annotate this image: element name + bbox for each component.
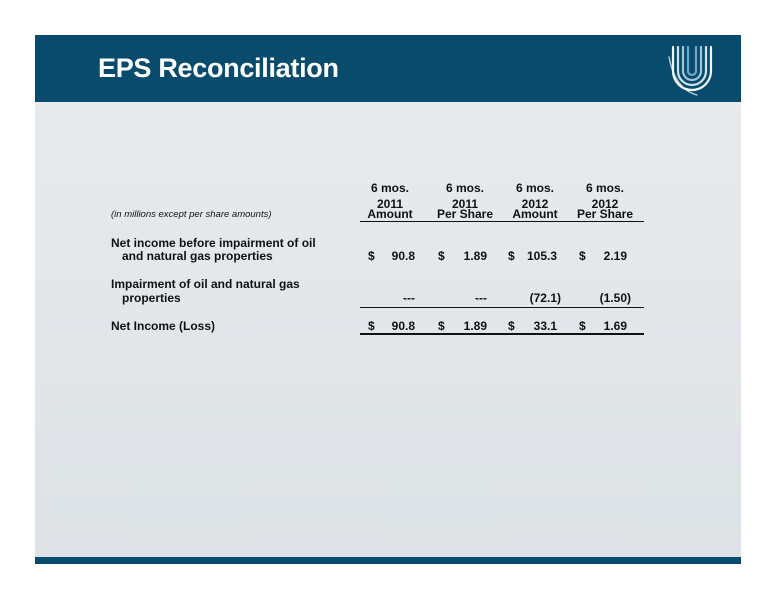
row3-col3-value: 33.1 <box>533 319 557 333</box>
slide <box>35 35 741 564</box>
row3-col3-currency: $ <box>508 319 515 333</box>
row2-col4-value: (1.50) <box>599 291 631 305</box>
row1-col1-currency: $ <box>368 249 375 263</box>
col1-header-line2: 2011 <box>376 197 404 211</box>
row3-col4-value: 1.69 <box>603 319 627 333</box>
row2-col3-value: (72.1) <box>529 291 561 305</box>
col2-header-line3: Per Share <box>436 207 494 221</box>
col4-header-line1: 6 mos. <box>585 181 624 195</box>
row1-col1-value: 90.8 <box>391 249 415 263</box>
slide-title: EPS Reconciliation <box>98 53 339 83</box>
col3-header-line3: Amount <box>512 207 558 221</box>
header-underline <box>360 221 644 222</box>
row1-col2-value: 1.89 <box>463 249 487 263</box>
row1-col3-value: 105.3 <box>526 249 557 263</box>
row2-col1-value: --- <box>403 291 415 305</box>
row2-col2-value: --- <box>475 291 487 305</box>
row1-col2-currency: $ <box>438 249 445 263</box>
row2-label-line2: properties <box>122 291 181 305</box>
row1-col3-currency: $ <box>508 249 515 263</box>
row1-label-line2: and natural gas properties <box>122 249 273 263</box>
row3-label-line1: Net Income (Loss) <box>111 319 216 333</box>
col1-header-line1: 6 mos. <box>370 181 409 195</box>
row2-label-line1: Impairment of oil and natural gas <box>111 277 300 291</box>
col1-header-line3: Amount <box>367 207 413 221</box>
footer-bar <box>35 557 741 564</box>
col2-header-line1: 6 mos. <box>445 181 484 195</box>
col3-header-line1: 6 mos. <box>515 181 554 195</box>
col3-header-line2: 2012 <box>521 197 549 211</box>
row1-col4-value: 2.19 <box>603 249 627 263</box>
row3-col2-currency: $ <box>438 319 445 333</box>
units-note: (in millions except per share amounts) <box>111 209 272 220</box>
row1-col4-currency: $ <box>579 249 586 263</box>
col2-header-line2: 2011 <box>451 197 479 211</box>
eps-table <box>35 35 741 555</box>
row3-col1-value: 90.8 <box>391 319 415 333</box>
row3-col2-value: 1.89 <box>463 319 487 333</box>
col4-header-line3: Per Share <box>576 207 634 221</box>
total-underline <box>360 333 644 335</box>
row3-col4-currency: $ <box>579 319 586 333</box>
row1-label-line1: Net income before impairment of oil <box>111 236 316 250</box>
col4-header-line2: 2012 <box>591 197 619 211</box>
subtotal-underline <box>360 307 644 308</box>
row3-col1-currency: $ <box>368 319 375 333</box>
